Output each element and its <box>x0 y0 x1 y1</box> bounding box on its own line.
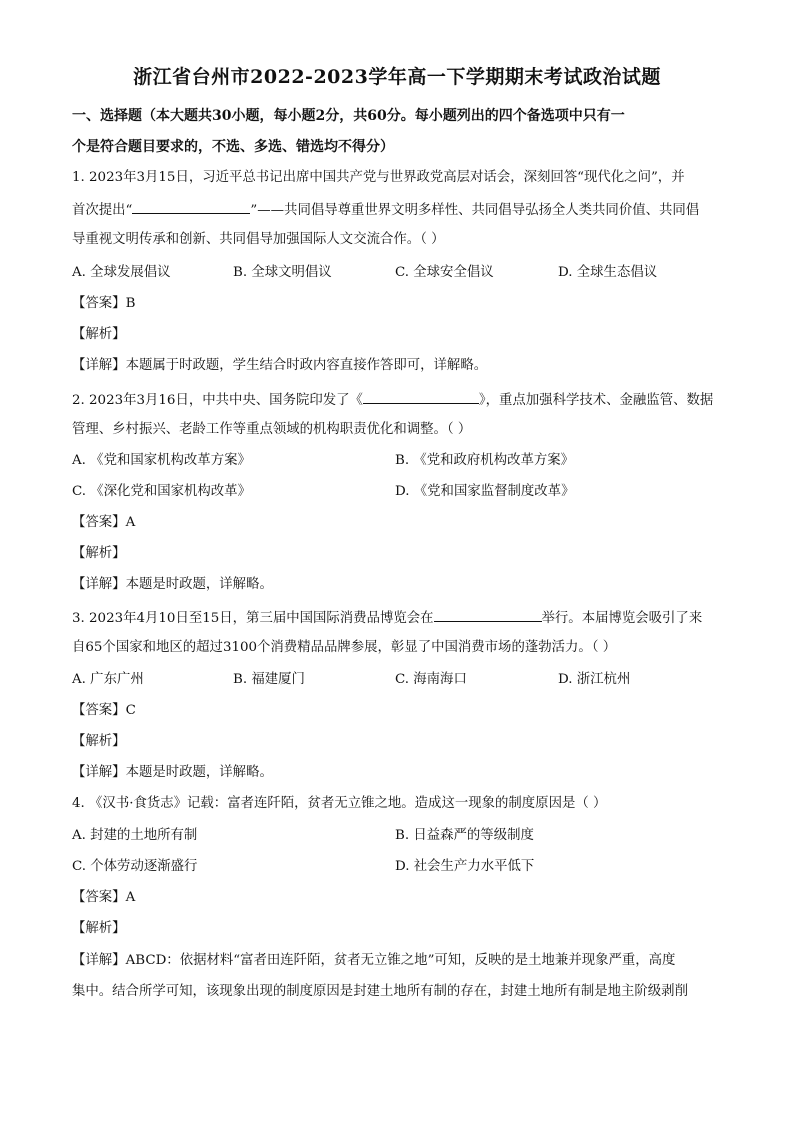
q2-answer-value: A <box>125 515 136 530</box>
q3-stem-part-b: 举行。本届博览会吸引了来 <box>541 611 703 626</box>
answer-label: 【答案】 <box>72 296 126 311</box>
q4-detail-line-2: 集中。结合所学可知，该现象出现的制度原因是封建土地所有制的存在，封建土地所有制是地主阶级剥削 <box>72 984 688 999</box>
detail-label: 【详解】 <box>72 577 126 592</box>
q1-detail <box>72 356 722 376</box>
q3-stem-line-2: 自65个国家和地区的超过3100个消费精品品牌参展，彰显了中国消费市场的蓬勃活力。（ ） <box>72 640 617 655</box>
q2-answer <box>72 513 722 533</box>
q4-detail-line-1 <box>72 951 722 971</box>
q3-stem-line-1 <box>72 607 722 629</box>
q3-option-a: A. 广东广州 <box>72 672 144 687</box>
detail-label: 【详解】 <box>72 358 126 373</box>
q3-option-b: B. 福建厦门 <box>233 672 305 687</box>
q2-stem-line-1 <box>72 389 722 411</box>
page-title: 浙江省台州市2022-2023学年高一下学期期末考试政治试题 <box>133 66 661 88</box>
q2-option-c: C. 《深化党和国家机构改革》 <box>72 484 251 499</box>
q3-option-c: C. 海南海口 <box>395 672 467 687</box>
section-heading-line-2: 个是符合题目要求的，不选、多选、错选均不得分） <box>72 139 394 155</box>
q3-answer <box>72 701 722 721</box>
q3-answer-value: C <box>125 703 136 718</box>
detail-label: 【详解】 <box>72 765 126 780</box>
q3-stem-part-a: 3. 2023年4月10日至15日，第三届中国国际消费品博览会在 <box>72 611 434 626</box>
q1-stem-line-3: 导重视文明传承和创新、共同倡导加强国际人文交流合作。（ ） <box>72 232 445 247</box>
q3-analysis-label: 【解析】 <box>72 734 126 749</box>
q2-detail <box>72 575 722 595</box>
q3-blank <box>434 607 542 622</box>
q4-stem-line-1: 4. 《汉书·食货志》记载：富者连阡陌，贫者无立锥之地。造成这一现象的制度原因是（ ） <box>72 796 607 811</box>
answer-label: 【答案】 <box>72 515 126 530</box>
q2-blank <box>363 389 479 404</box>
detail-label: 【详解】 <box>72 953 126 968</box>
q1-option-b: B. 全球文明倡议 <box>233 265 332 280</box>
q4-option-a: A. 封建的土地所有制 <box>72 828 198 843</box>
q1-blank <box>132 199 250 214</box>
q3-detail-text: 本题是时政题，详解略。 <box>125 765 273 780</box>
q4-option-b: B. 日益森严的等级制度 <box>395 828 534 843</box>
q1-stem-part-a: 首次提出“ <box>72 203 133 218</box>
q1-stem-line-2 <box>72 199 722 221</box>
answer-label: 【答案】 <box>72 703 126 718</box>
q4-analysis-label: 【解析】 <box>72 921 126 936</box>
q4-detail-text-1: ABCD：依据材料“富者田连阡陌，贫者无立锥之地”可知，反映的是土地兼并现象严重，高度 <box>125 953 676 968</box>
q4-answer-value: A <box>125 890 136 905</box>
q1-answer-value: B <box>125 296 136 311</box>
q1-option-a: A. 全球发展倡议 <box>72 265 171 280</box>
q2-stem-line-2: 管理、乡村振兴、老龄工作等重点领域的机构职责优化和调整。（ ） <box>72 422 472 437</box>
q1-answer <box>72 294 722 314</box>
q2-option-b: B. 《党和政府机构改革方案》 <box>395 453 575 468</box>
q4-option-d: D. 社会生产力水平低下 <box>395 859 535 874</box>
q1-option-d: D. 全球生态倡议 <box>558 265 658 280</box>
q1-option-c: C. 全球安全倡议 <box>395 265 494 280</box>
q2-option-a: A. 《党和国家机构改革方案》 <box>72 453 251 468</box>
q2-stem-part-a: 2. 2023年3月16日，中共中央、国务院印发了《 <box>72 393 363 408</box>
q2-analysis-label: 【解析】 <box>72 546 126 561</box>
q1-detail-text: 本题属于时政题，学生结合时政内容直接作答即可，详解略。 <box>125 358 488 373</box>
answer-label: 【答案】 <box>72 890 126 905</box>
q3-detail <box>72 763 722 783</box>
section-heading-line-1: 一、选择题（本大题共30小题，每小题2分，共60分。每小题列出的四个备选项中只有一 <box>72 108 625 124</box>
q3-option-d: D. 浙江杭州 <box>558 672 631 687</box>
q2-detail-text: 本题是时政题，详解略。 <box>125 577 273 592</box>
q4-option-c: C. 个体劳动逐渐盛行 <box>72 859 198 874</box>
q1-stem-part-b: ”——共同倡导尊重世界文明多样性、共同倡导弘扬全人类共同价值、共同倡 <box>250 203 700 218</box>
q1-analysis-label: 【解析】 <box>72 327 126 342</box>
q4-answer <box>72 888 722 908</box>
q2-stem-part-b: 》，重点加强科学技术、金融监管、数据 <box>478 393 714 408</box>
q2-option-d: D. 《党和国家监督制度改革》 <box>395 484 575 499</box>
q1-stem-line-1: 1. 2023年3月15日，习近平总书记出席中国共产党与世界政党高层对话会，深刻回答“现代化之问”，并 <box>72 170 685 185</box>
